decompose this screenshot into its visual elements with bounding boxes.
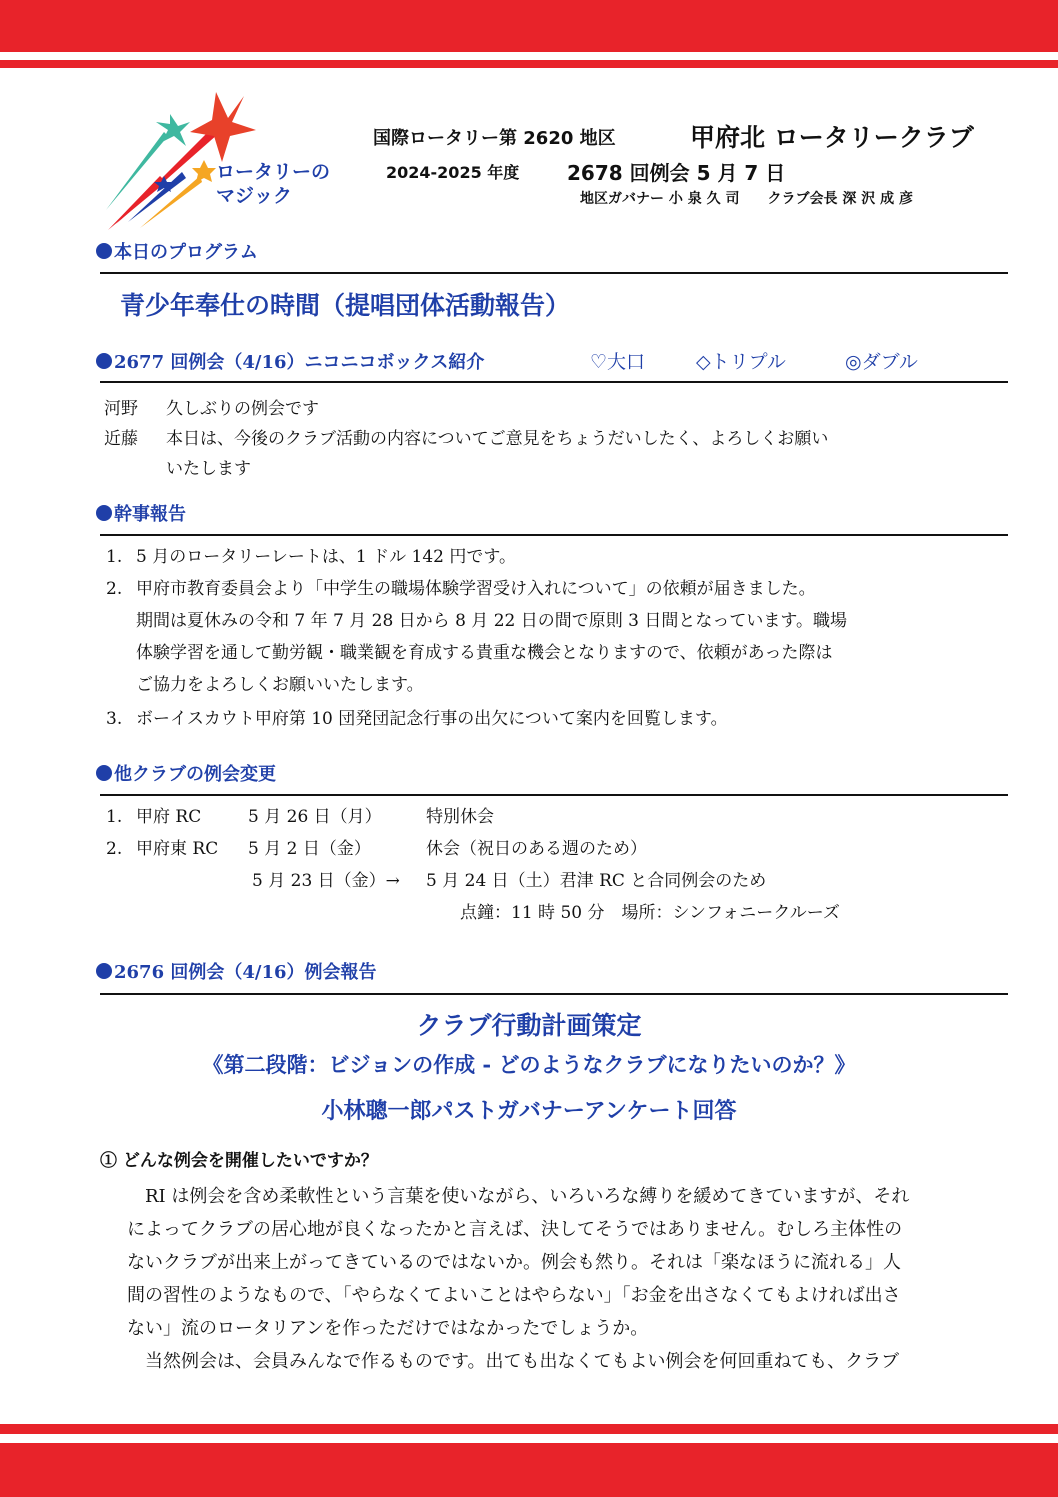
row-note: 特別休会 xyxy=(426,807,494,827)
list-number: 3. xyxy=(106,709,123,729)
entry-name: 河野 xyxy=(104,399,138,419)
list-number: 2. xyxy=(106,579,123,599)
entry-line: いたします xyxy=(166,459,251,479)
list-number: 1. xyxy=(106,547,123,567)
report-subtitle-2: 小林聰一郎パストガバナーアンケート回答 xyxy=(321,1098,737,1124)
list-item: 期間は夏休みの令和 7 年 7 月 28 日から 8 月 22 日の間で原則 3 日間となっています。職場 xyxy=(136,611,848,631)
paragraph-line: によってクラブの居心地が良くなったかと言えば、決してそうではありません。むしろ主体性の xyxy=(127,1219,903,1240)
row-note: 5 月 24 日（土）君津 RC と合同例会のため xyxy=(426,871,767,891)
divider xyxy=(100,794,1008,796)
program-heading xyxy=(96,238,258,264)
other-clubs-heading-text: 他クラブの例会変更 xyxy=(114,764,276,785)
program-title: 青少年奉仕の時間（提唱団体活動報告） xyxy=(120,291,571,320)
paragraph-line: ないクラブが出来上がってきているのではないか。例会も然り。それは「楽なほうに流れる」人 xyxy=(127,1252,901,1273)
list-item: 甲府市教育委員会より「中学生の職場体験学習受け入れについて」の依頼が届きました。 xyxy=(136,579,816,599)
list-item: ボーイスカウト甲府第 10 団発団記念行事の出欠について案内を回覧します。 xyxy=(136,709,728,729)
row-date: 5 月 26 日（月） xyxy=(248,807,382,827)
governor-president: 地区ガバナー 小 泉 久 司 クラブ会長 深 沢 成 彦 xyxy=(580,191,913,207)
program-heading-text: 本日のプログラム xyxy=(114,242,258,263)
report-title: クラブ行動計画策定 xyxy=(416,1011,642,1040)
list-item: 5 月のロータリーレートは、1 ドル 142 円です。 xyxy=(136,547,516,567)
top-red-stripe xyxy=(0,60,1058,68)
district-name: 国際ロータリー第 2620 地区 xyxy=(373,128,616,149)
row-club: 甲府東 RC xyxy=(136,839,219,859)
report-heading-text: 2676 回例会（4/16）例会報告 xyxy=(114,962,377,983)
mark-double: ◎ダブル xyxy=(845,351,918,373)
bullet-dot xyxy=(96,505,112,521)
row-date: 5 月 23 日（金）→ xyxy=(252,871,400,891)
nikoniko-heading-text: 2677 回例会（4/16）ニコニコボックス紹介 xyxy=(114,352,485,373)
mark-triple: ◇トリプル xyxy=(696,351,786,373)
logo-line-2: マジック xyxy=(216,185,293,207)
other-clubs-heading xyxy=(96,760,276,786)
top-red-band xyxy=(0,0,1058,52)
paragraph-line: RI は例会を含め柔軟性という言葉を使いながら、いろいろな縛りを緩めてきていますが、それ xyxy=(127,1186,910,1207)
list-item: ご協力をよろしくお願いいたします。 xyxy=(136,675,424,695)
entry-line: 久しぶりの例会です xyxy=(166,399,319,419)
row-date: 5 月 2 日（金） xyxy=(248,839,371,859)
bullet-dot xyxy=(96,243,112,259)
divider xyxy=(100,534,1008,536)
entry-name: 近藤 xyxy=(104,429,138,449)
bullet-dot xyxy=(96,353,112,369)
divider xyxy=(100,381,1008,383)
row-note: 休会（祝日のある週のため） xyxy=(426,839,647,859)
paragraph-line: 間の習性のようなもので、「やらなくてよいことはやらない」「お金を出さなくてもよければ出さ xyxy=(127,1285,901,1306)
row-club: 甲府 RC xyxy=(136,807,202,827)
logo-text xyxy=(216,160,330,208)
secretary-heading xyxy=(96,500,186,526)
paragraph-line: 当然例会は、会員みんなで作るものです。出ても出なくてもよい例会を何回重ねても、クラブ xyxy=(127,1351,900,1372)
divider xyxy=(100,272,1008,274)
row-number: 2. xyxy=(106,839,123,859)
report-subtitle: 《第二段階：ビジョンの作成 - どのようなクラブになりたいのか？》 xyxy=(202,1052,856,1077)
meeting-number-date: 2678 回例会 5 月 7 日 xyxy=(567,161,786,185)
entry-line: 本日は、今後のクラブ活動の内容についてご意見をちょうだいしたく、よろしくお願い xyxy=(166,429,829,449)
bottom-red-band xyxy=(0,1443,1058,1497)
logo-line-1: ロータリーの xyxy=(216,161,331,183)
secretary-heading-text: 幹事報告 xyxy=(114,504,186,525)
row-extra: 点鐘：11 時 50 分 場所：シンフォニークルーズ xyxy=(460,903,840,923)
bullet-dot xyxy=(96,963,112,979)
paragraph-line: ない」流のロータリアンを作っただけではなかったでしょうか。 xyxy=(127,1318,649,1339)
club-name: 甲府北 ロータリークラブ xyxy=(690,123,974,152)
bottom-red-stripe xyxy=(0,1424,1058,1434)
bullet-dot xyxy=(96,765,112,781)
question-heading: ① どんな例会を開催したいですか？ xyxy=(100,1151,378,1171)
nikoniko-heading xyxy=(96,348,484,374)
row-number: 1. xyxy=(106,807,123,827)
list-item: 体験学習を通して勤労観・職業観を育成する貴重な機会となりますので、依頼があった際は xyxy=(136,643,833,663)
mark-big: ♡大口 xyxy=(590,351,646,373)
report-heading xyxy=(96,958,377,984)
fiscal-year: 2024-2025 年度 xyxy=(386,163,520,182)
divider xyxy=(100,993,1008,995)
